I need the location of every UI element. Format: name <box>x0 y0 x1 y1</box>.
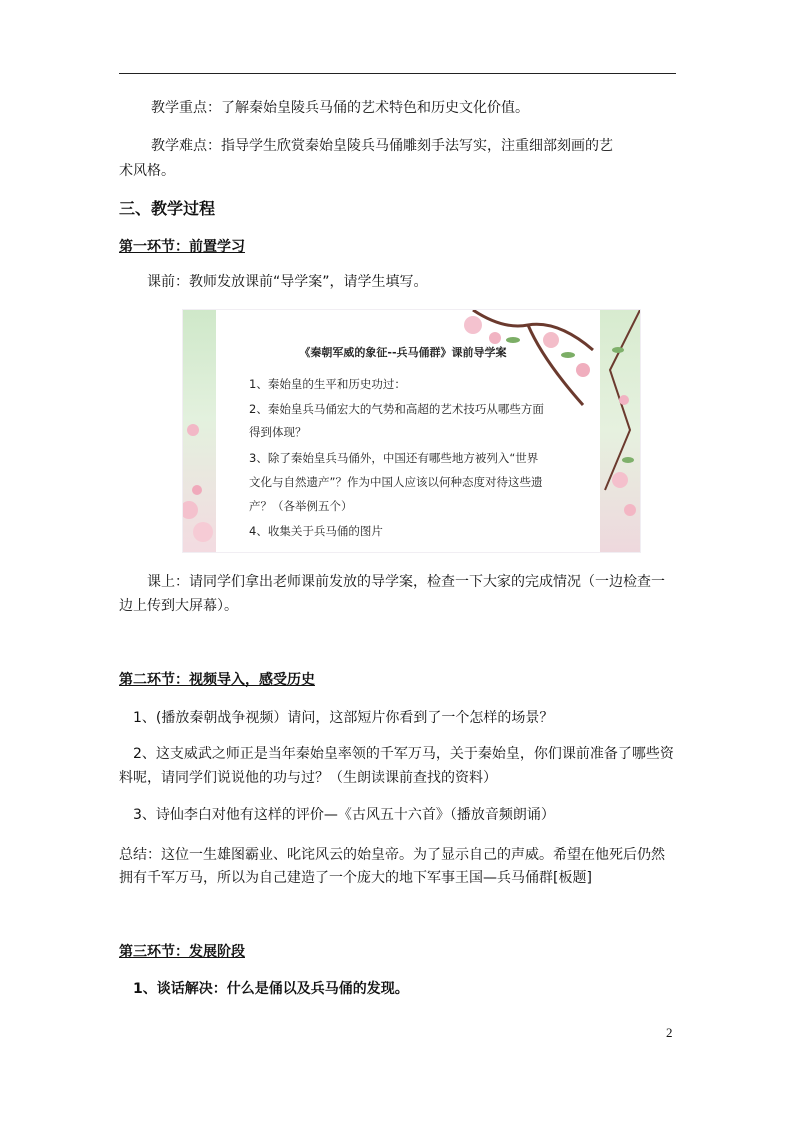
summary-line2: 拥有千军万马，所以为自己建造了一个庞大的地下军事王国—兵马俑群[板题] <box>119 870 592 886</box>
in-class-text-line1: 课上：请同学们拿出老师课前发放的导学案，检查一下大家的完成情况（一边检查一 <box>147 574 665 590</box>
question-2-line2: 料呢，请同学们说说他的功与过？（生朗读课前查找的资料） <box>119 770 497 786</box>
question-3: 3、诗仙李白对他有这样的评价—《古风五十六首》（播放音频朗诵） <box>133 807 555 823</box>
slide-item-3: 3、除了秦始皇兵马俑外，中国还有哪些地方被列入“世界 <box>249 451 539 465</box>
question-2-line1: 2、这支威武之师正是当年秦始皇率领的千军万马，关于秦始皇，你们课前准备了哪些资 <box>133 746 674 762</box>
step3-item-1: 1、谈话解决：什么是俑以及兵马俑的发现。 <box>133 981 409 997</box>
blossom-branch-icon <box>600 310 640 552</box>
slide-item-3-cont2: 产？（各举例五个） <box>249 499 353 513</box>
step3-heading: 第三环节：发展阶段 <box>119 944 245 960</box>
difficulty-text-line2: 术风格。 <box>119 163 175 179</box>
slide-left-floral-strip <box>183 310 216 552</box>
slide-title: 《秦朝军威的象征--兵马俑群》课前导学案 <box>299 346 507 359</box>
study-guide-slide <box>182 309 641 553</box>
slide-item-2: 2、秦始皇兵马俑宏大的气势和高超的艺术技巧从哪些方面 <box>249 402 544 416</box>
section-heading: 三、教学过程 <box>119 199 216 218</box>
slide-item-4: 4、收集关于兵马俑的图片 <box>249 524 383 538</box>
summary-line1: 总结：这位一生雄图霸业、叱诧风云的始皇帝。为了显示自己的声威。希望在他死后仍然 <box>119 847 665 863</box>
difficulty-text-line1: 教学难点：指导学生欣赏秦始皇陵兵马俑雕刻手法写实，注重细部刻画的艺 <box>151 138 613 154</box>
page-number: 2 <box>666 1025 673 1040</box>
slide-item-3-cont: 文化与自然遗产”？作为中国人应该以何种态度对待这些遗 <box>249 475 543 489</box>
key-point-text: 教学重点：了解秦始皇陵兵马俑的艺术特色和历史文化价值。 <box>151 100 529 116</box>
pre-class-text: 课前：教师发放课前“导学案”，请学生填写。 <box>147 274 428 290</box>
question-1: 1、(播放秦朝战争视频）请问，这部短片你看到了一个怎样的场景？ <box>133 710 554 726</box>
blossom-decoration-icon <box>183 310 216 552</box>
step2-heading: 第二环节：视频导入，感受历史 <box>119 672 315 688</box>
slide-item-1: 1、秦始皇的生平和历史功过： <box>249 377 406 391</box>
in-class-text-line2: 边上传到大屏幕）。 <box>119 598 238 614</box>
slide-item-2-cont: 得到体现？ <box>249 425 307 439</box>
header-rule <box>119 73 676 74</box>
slide-right-floral-strip <box>600 310 640 552</box>
step1-heading: 第一环节：前置学习 <box>119 239 245 255</box>
